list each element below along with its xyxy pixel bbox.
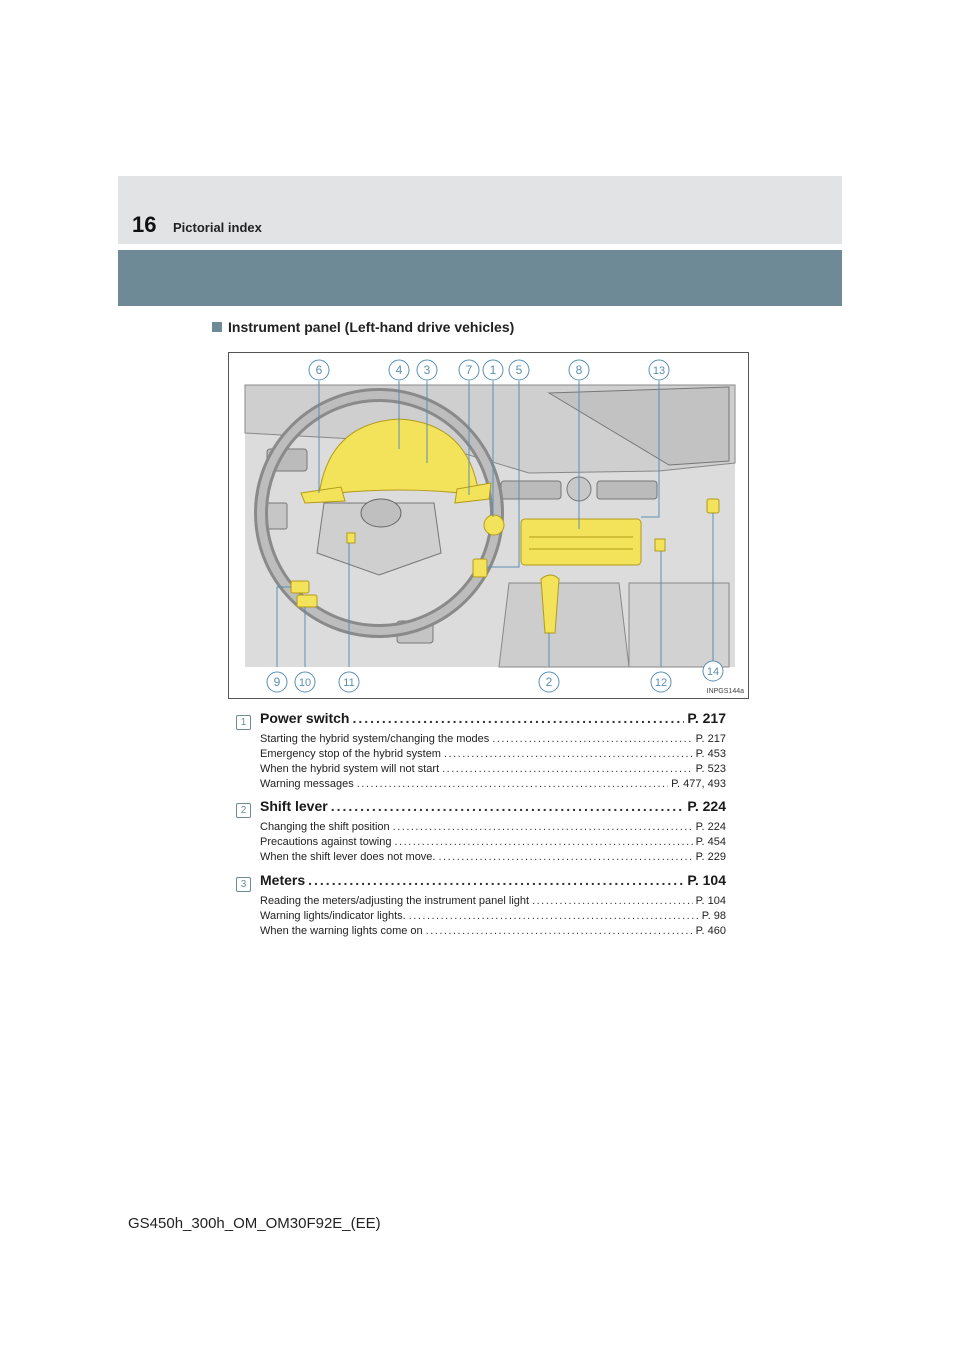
callout-label: 13 [652,365,666,377]
sub-entry [260,762,726,777]
sub-entry-text: Changing the shift position [260,821,390,833]
entry-number-badge: 1 [236,715,251,730]
instrument-panel-illustration [229,353,750,700]
lower-left-switch-1 [291,581,309,593]
lower-left-switch-2 [297,595,317,607]
leader-dots [331,798,685,814]
sub-entry-text: Warning messages [260,778,354,790]
leader-dots [426,924,693,939]
sub-entry-text: When the shift lever does not move. [260,851,436,863]
entry-page[interactable]: P. 104 [687,872,726,888]
center-panel-highlight [521,519,641,565]
instrument-panel-figure [228,352,749,699]
entry-shift-lever [236,798,726,865]
callout-label: 10 [298,677,312,689]
sub-entry-page[interactable]: P. 454 [695,836,726,848]
sub-entry-page[interactable]: P. 229 [695,851,726,863]
entry-title: Shift lever [260,798,328,814]
entry-main-line [236,872,726,890]
sub-entry [260,777,726,792]
sub-entry [260,850,726,865]
sub-heading-text: Instrument panel (Left-hand drive vehicles) [228,319,515,335]
leader-dots [492,732,692,747]
entry-page[interactable]: P. 217 [687,710,726,726]
entry-title: Power switch [260,710,350,726]
footer-code: GS450h_300h_OM_OM30F92E_(EE) [128,1215,381,1232]
lexus-emblem [361,499,401,527]
sub-entry-text: Emergency stop of the hybrid system [260,748,441,760]
sub-entry-text: When the warning lights come on [260,925,423,937]
entry-main-line [236,798,726,816]
callout-label: 11 [343,677,355,689]
entry-meters [236,872,726,939]
figure-code: INPGS144a [706,688,744,695]
entry-number-badge: 3 [236,877,251,892]
callout-label: 2 [545,675,553,689]
sub-entry-text: Starting the hybrid system/changing the modes [260,733,490,745]
callout-label: 7 [465,363,473,377]
center-vent-right [597,481,657,499]
leader-dots [409,909,699,924]
far-right-switch [707,499,719,513]
page-number: 16 [132,212,157,237]
callout-label: 3 [423,363,431,377]
sub-entry [260,894,726,909]
sub-entry [260,924,726,939]
leader-dots [438,850,692,865]
sub-entry-page[interactable]: P. 104 [695,895,726,907]
steering-switch-highlight [347,533,355,543]
sub-entry-page[interactable]: P. 217 [695,733,726,745]
column-switch-highlight [473,559,487,577]
leader-dots [393,820,693,835]
passenger-area [629,583,729,667]
leader-dots [308,872,684,888]
callout-label: 9 [273,675,281,689]
section-title: Pictorial index [173,220,262,235]
entry-power-switch [236,710,726,792]
sub-entry-page[interactable]: P. 477, 493 [671,778,726,790]
power-switch-highlight [484,515,504,535]
callout-label: 14 [706,666,720,678]
lower-console [499,583,629,667]
callout-label: 12 [654,677,668,689]
sub-entry [260,732,726,747]
leader-dots [394,835,692,850]
entry-page[interactable]: P. 224 [687,798,726,814]
sub-entry-page[interactable]: P. 224 [695,821,726,833]
sub-entry-text: Precautions against towing [260,836,392,848]
title-bar [118,250,842,306]
sub-entry [260,747,726,762]
right-small-switch [655,539,665,551]
heading-square-icon [212,322,222,332]
sub-entry-page[interactable]: P. 523 [695,763,726,775]
callout-label: 1 [489,363,497,377]
sub-entry-text: Reading the meters/adjusting the instrument panel light [260,895,530,907]
leader-dots [444,747,693,762]
leader-dots [442,762,692,777]
entry-number-badge: 2 [236,803,251,818]
entry-main-line [236,710,726,728]
callout-label: 6 [315,363,323,377]
top-callouts [309,360,669,380]
center-vent-left [501,481,561,499]
sub-entry [260,835,726,850]
sub-entry-page[interactable]: P. 98 [701,910,726,922]
leader-dots [357,777,668,792]
sub-entry [260,909,726,924]
sub-entry-page[interactable]: P. 453 [695,748,726,760]
callout-label: 4 [395,363,403,377]
entry-title: Meters [260,872,306,888]
sub-entry-page[interactable]: P. 460 [695,925,726,937]
leader-dots [532,894,693,909]
sub-entry-text: When the hybrid system will not start [260,763,440,775]
sub-entry [260,820,726,835]
callout-label: 5 [515,363,523,377]
sub-heading [212,319,514,335]
sub-entry-text: Warning lights/indicator lights. [260,910,406,922]
leader-dots [352,710,684,726]
callout-label: 8 [575,363,583,377]
